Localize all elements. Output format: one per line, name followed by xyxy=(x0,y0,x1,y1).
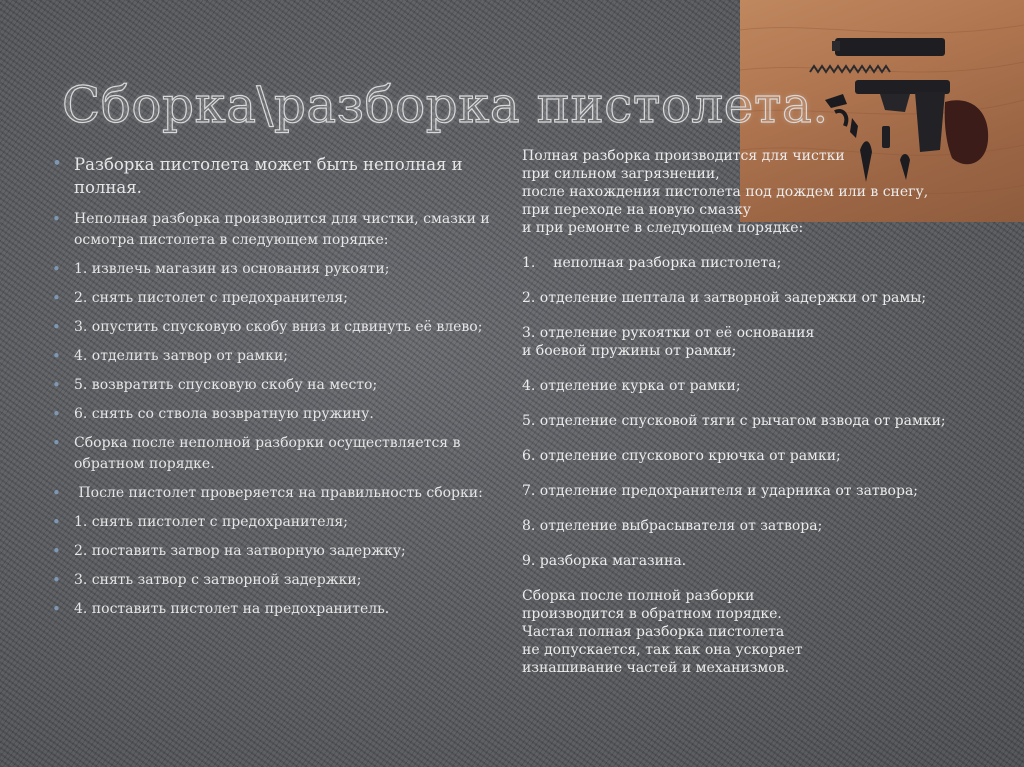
list-item: • 1. извлечь магазин из основания рукояти; xyxy=(50,259,520,280)
right-column xyxy=(522,147,1002,677)
step-item: 6. отделение спускового крючка от рамки; xyxy=(522,448,841,464)
step-item: 3. отделение рукоятки от её основания и боевой пружины от рамки; xyxy=(522,325,815,359)
full-disassembly-intro: Полная разборка производится для чистки при сильном загрязнении, после нахождения пистолета под дождем или в снегу, при переходе на новую смазку и при ремонте в следующем порядке: xyxy=(522,148,929,236)
left-column xyxy=(50,153,520,628)
list-item: • 3. снять затвор с затворной задержки; xyxy=(50,570,520,591)
list-item: • Неполная разборка производится для чистки, смазки и осмотра пистолета в следующем порядке: xyxy=(50,209,520,251)
assembly-note: Сборка после полной разборки производится в обратном порядке. Частая полная разборка пистолета не допускается, так как она ускоряет изнашивание частей и механизмов. xyxy=(522,588,803,676)
step-item: 1. неполная разборка пистолета; xyxy=(522,255,782,271)
list-item: • После пистолет проверяется на правильность сборки: xyxy=(50,483,520,504)
slide-title: Сборка\разборка пистолета. xyxy=(62,76,829,134)
list-item: • 6. снять со ствола возвратную пружину. xyxy=(50,404,520,425)
list-item: • 1. снять пистолет с предохранителя; xyxy=(50,512,520,533)
step-item: 2. отделение шептала и затворной задержки от рамы; xyxy=(522,290,927,306)
step-item: 4. отделение курка от рамки; xyxy=(522,378,741,394)
step-item: 8. отделение выбрасывателя от затвора; xyxy=(522,518,823,534)
step-item: 9. разборка магазина. xyxy=(522,553,687,569)
step-item: 5. отделение спусковой тяги с рычагом взвода от рамки; xyxy=(522,413,946,429)
list-item: • 5. возвратить спусковую скобу на место; xyxy=(50,375,520,396)
list-item: • Разборка пистолета может быть неполная и полная. xyxy=(50,153,520,199)
list-item: • 3. опустить спусковую скобу вниз и сдвинуть её влево; xyxy=(50,317,520,338)
list-item: • 4. поставить пистолет на предохранитель. xyxy=(50,599,520,620)
list-item: • 2. снять пистолет с предохранителя; xyxy=(50,288,520,309)
list-item: • Сборка после неполной разборки осуществляется в обратном порядке. xyxy=(50,433,520,475)
list-item: • 2. поставить затвор на затворную задержку; xyxy=(50,541,520,562)
list-item: • 4. отделить затвор от рамки; xyxy=(50,346,520,367)
step-item: 7. отделение предохранителя и ударника от затвора; xyxy=(522,483,919,499)
incomplete-disassembly-list xyxy=(50,153,520,620)
